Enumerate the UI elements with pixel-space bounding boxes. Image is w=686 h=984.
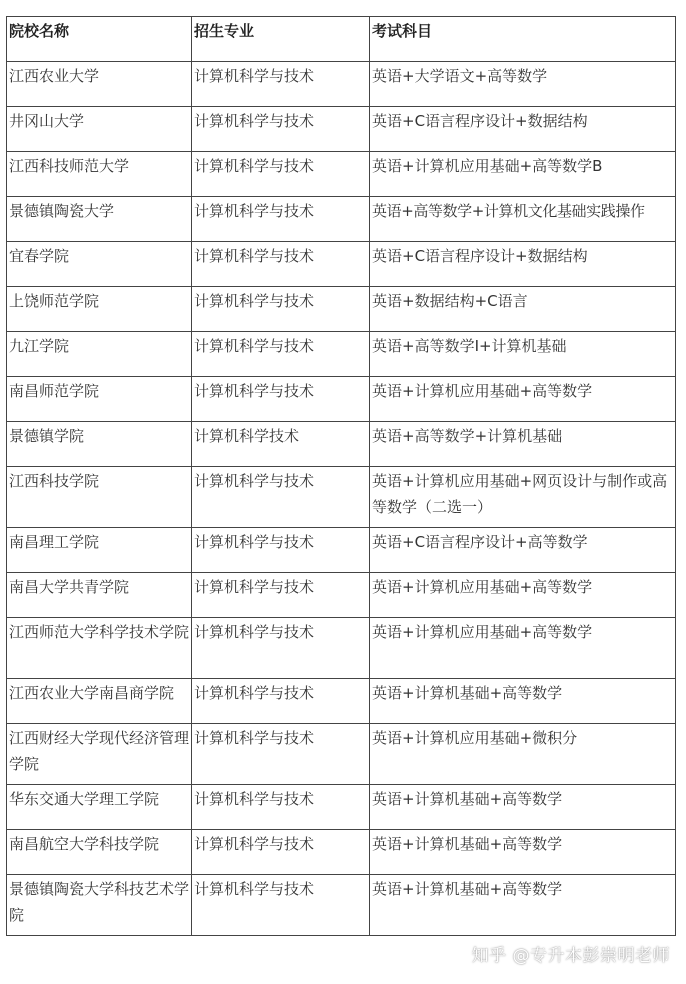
major-cell: 计算机科学与技术 <box>192 377 370 422</box>
subjects-cell: 英语+计算机应用基础+高等数学 <box>370 618 676 679</box>
table-row <box>7 785 676 830</box>
major-cell: 计算机科学与技术 <box>192 830 370 875</box>
school-cell: 江西科技学院 <box>7 467 192 528</box>
major-cell: 计算机科学与技术 <box>192 242 370 287</box>
major-cell: 计算机科学与技术 <box>192 724 370 785</box>
subjects-cell: 英语+数据结构+C语言 <box>370 287 676 332</box>
major-cell: 计算机科学与技术 <box>192 467 370 528</box>
subjects-cell: 英语+计算机基础+高等数学 <box>370 875 676 936</box>
table-row <box>7 724 676 785</box>
subjects-cell: 英语+计算机应用基础+微积分 <box>370 724 676 785</box>
subjects-cell: 英语+计算机应用基础+高等数学 <box>370 573 676 618</box>
school-cell: 景德镇学院 <box>7 422 192 467</box>
subjects-cell: 英语+高等数学+计算机基础 <box>370 422 676 467</box>
table-row <box>7 467 676 528</box>
school-cell: 井冈山大学 <box>7 107 192 152</box>
school-cell: 上饶师范学院 <box>7 287 192 332</box>
subjects-cell: 英语+C语言程序设计+数据结构 <box>370 242 676 287</box>
school-cell: 华东交通大学理工学院 <box>7 785 192 830</box>
table-row <box>7 573 676 618</box>
school-cell: 九江学院 <box>7 332 192 377</box>
table-row <box>7 875 676 936</box>
major-cell: 计算机科学与技术 <box>192 152 370 197</box>
table-row <box>7 197 676 242</box>
table-row <box>7 422 676 467</box>
table-row <box>7 679 676 724</box>
school-cell: 江西农业大学南昌商学院 <box>7 679 192 724</box>
table-row <box>7 528 676 573</box>
table-row <box>7 618 676 679</box>
major-cell: 计算机科学与技术 <box>192 287 370 332</box>
major-cell: 计算机科学与技术 <box>192 573 370 618</box>
school-cell: 江西师范大学科学技术学院 <box>7 618 192 679</box>
school-cell: 南昌大学共青学院 <box>7 573 192 618</box>
subjects-cell: 英语+计算机应用基础+高等数学B <box>370 152 676 197</box>
subjects-cell: 英语+计算机应用基础+网页设计与制作或高等数学（二选一） <box>370 467 676 528</box>
major-cell: 计算机科学技术 <box>192 422 370 467</box>
header-school: 院校名称 <box>7 17 192 62</box>
table-row <box>7 242 676 287</box>
table-row <box>7 107 676 152</box>
subjects-cell: 英语+计算机应用基础+高等数学 <box>370 377 676 422</box>
subjects-cell: 英语+计算机基础+高等数学 <box>370 785 676 830</box>
major-cell: 计算机科学与技术 <box>192 875 370 936</box>
table-row <box>7 332 676 377</box>
school-cell: 景德镇陶瓷大学 <box>7 197 192 242</box>
header-major: 招生专业 <box>192 17 370 62</box>
subjects-cell: 英语+高等数学Ⅰ+计算机基础 <box>370 332 676 377</box>
school-cell: 南昌师范学院 <box>7 377 192 422</box>
table-row <box>7 62 676 107</box>
school-cell: 宜春学院 <box>7 242 192 287</box>
subjects-cell: 英语+高等数学+计算机文化基础实践操作 <box>370 197 676 242</box>
table-header-row <box>7 17 676 62</box>
school-cell: 南昌理工学院 <box>7 528 192 573</box>
school-cell: 南昌航空大学科技学院 <box>7 830 192 875</box>
major-cell: 计算机科学与技术 <box>192 332 370 377</box>
table-row <box>7 287 676 332</box>
school-cell: 江西农业大学 <box>7 62 192 107</box>
major-cell: 计算机科学与技术 <box>192 785 370 830</box>
table-row <box>7 377 676 422</box>
table-row <box>7 830 676 875</box>
exam-subjects-table <box>6 16 676 936</box>
school-cell: 景德镇陶瓷大学科技艺术学院 <box>7 875 192 936</box>
table-row <box>7 152 676 197</box>
major-cell: 计算机科学与技术 <box>192 618 370 679</box>
subjects-cell: 英语+计算机基础+高等数学 <box>370 830 676 875</box>
subjects-cell: 英语+C语言程序设计+数据结构 <box>370 107 676 152</box>
subjects-cell: 英语+大学语文+高等数学 <box>370 62 676 107</box>
school-cell: 江西财经大学现代经济管理学院 <box>7 724 192 785</box>
major-cell: 计算机科学与技术 <box>192 528 370 573</box>
major-cell: 计算机科学与技术 <box>192 62 370 107</box>
major-cell: 计算机科学与技术 <box>192 679 370 724</box>
zhihu-watermark: 知乎 @专升本彭崇明老师 <box>471 946 670 966</box>
school-cell: 江西科技师范大学 <box>7 152 192 197</box>
subjects-cell: 英语+计算机基础+高等数学 <box>370 679 676 724</box>
header-subjects: 考试科目 <box>370 17 676 62</box>
major-cell: 计算机科学与技术 <box>192 107 370 152</box>
major-cell: 计算机科学与技术 <box>192 197 370 242</box>
subjects-cell: 英语+C语言程序设计+高等数学 <box>370 528 676 573</box>
